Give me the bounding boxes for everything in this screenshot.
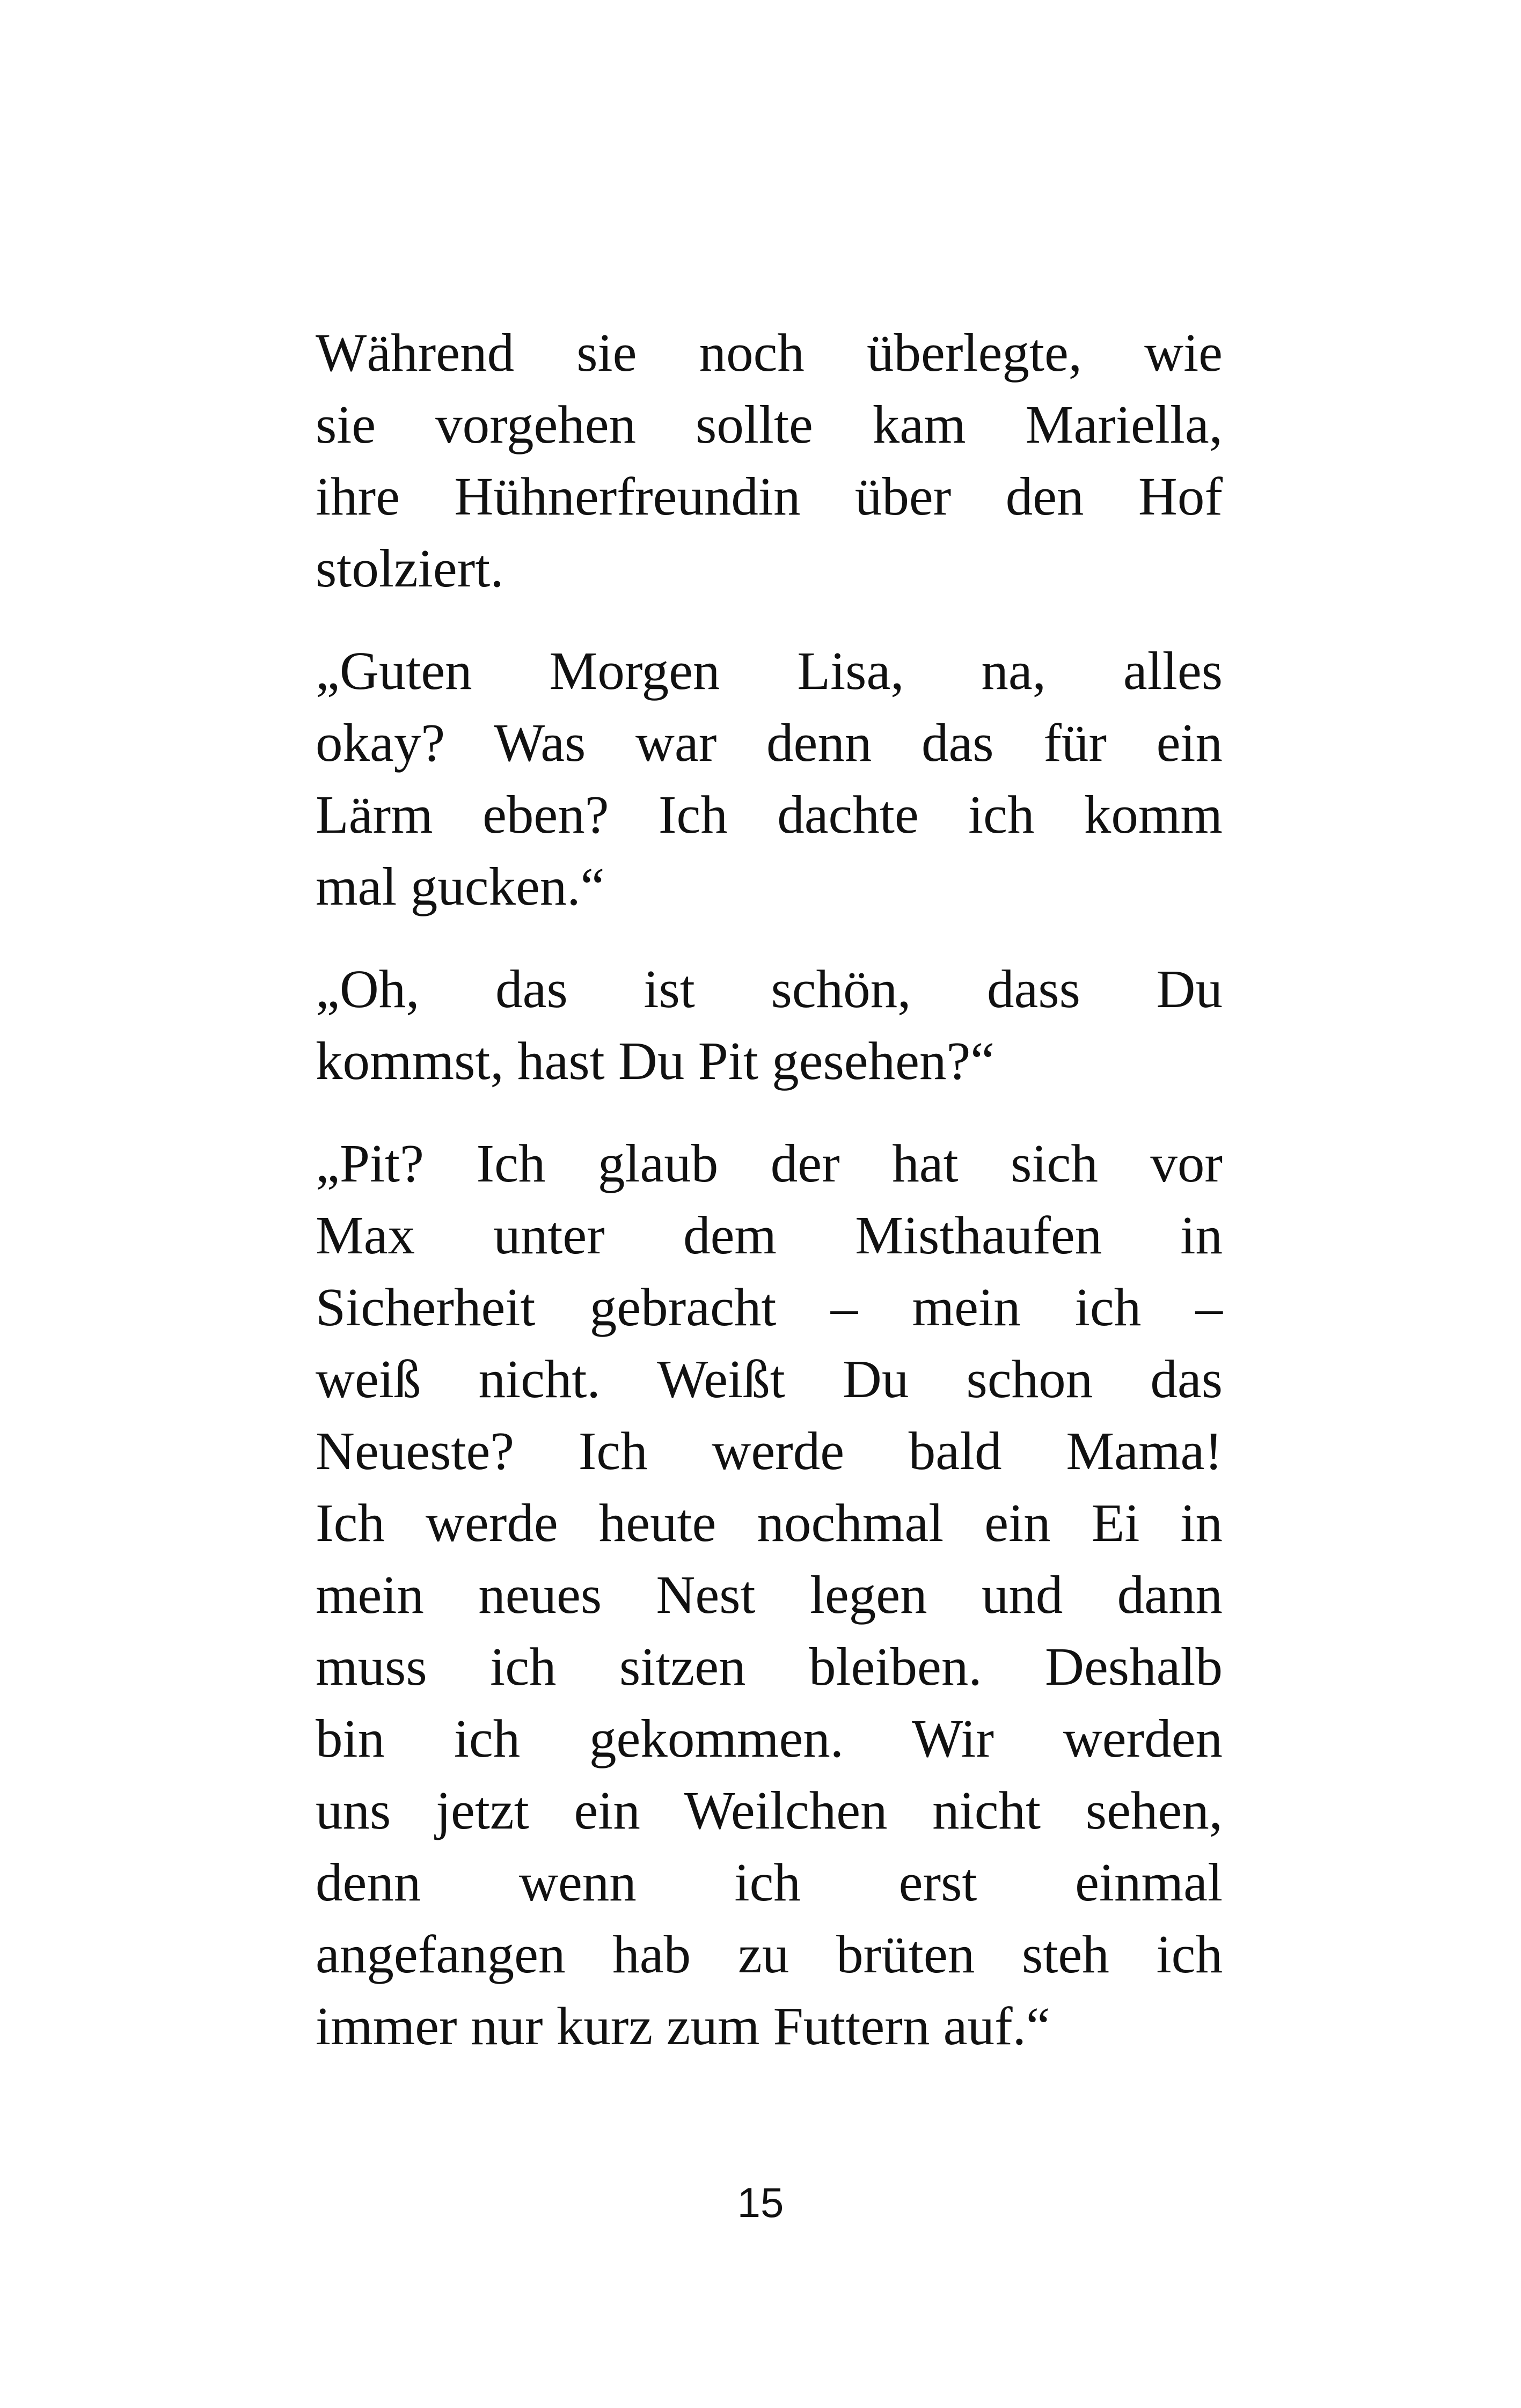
text-line: bin ich gekommen. Wir werden [316, 1708, 1223, 1768]
text-line: sie vorgehen sollte kam Mariella, [316, 394, 1223, 454]
text-line: Ich werde heute nochmal ein Ei in [316, 1493, 1223, 1553]
text-line: okay? Was war denn das für ein [316, 713, 1223, 773]
text-line: Lärm eben? Ich dachte ich komm [316, 784, 1223, 845]
text-line: denn wenn ich erst einmal [316, 1852, 1223, 1912]
page-number: 15 [737, 2179, 784, 2226]
text-line: Sicherheit gebracht – mein ich – [316, 1277, 1223, 1337]
paragraph [316, 1127, 1223, 2062]
paragraph [316, 635, 1223, 922]
text-line: Neueste? Ich werde bald Mama! [316, 1421, 1223, 1481]
text-line: angefangen hab zu brüten steh ich [316, 1924, 1223, 1984]
text-line: „Pit? Ich glaub der hat sich vor [316, 1133, 1223, 1193]
text-line: ihre Hühnerfreundin über den Hof [316, 466, 1223, 526]
text-line: stolziert. [316, 538, 504, 598]
text-line: kommst, hast Du Pit gesehen?“ [316, 1031, 995, 1091]
text-line: Max unter dem Misthaufen in [316, 1205, 1223, 1265]
paragraph [316, 953, 1223, 1097]
text-line: „Oh, das ist schön, dass Du [316, 959, 1223, 1019]
text-line: uns jetzt ein Weilchen nicht sehen, [316, 1780, 1223, 1840]
text-line: immer nur kurz zum Futtern auf.“ [316, 1996, 1050, 2056]
paragraph [316, 317, 1223, 604]
text-line: mal gucken.“ [316, 856, 605, 916]
text-line: Während sie noch überlegte, wie [316, 322, 1223, 383]
text-line: weiß nicht. Weißt Du schon das [316, 1349, 1223, 1409]
text-line: muss ich sitzen bleiben. Deshalb [316, 1636, 1223, 1697]
text-line: „Guten Morgen Lisa, na, alles [316, 641, 1223, 701]
body-text [316, 317, 1223, 2093]
text-line: mein neues Nest legen und dann [316, 1565, 1223, 1625]
